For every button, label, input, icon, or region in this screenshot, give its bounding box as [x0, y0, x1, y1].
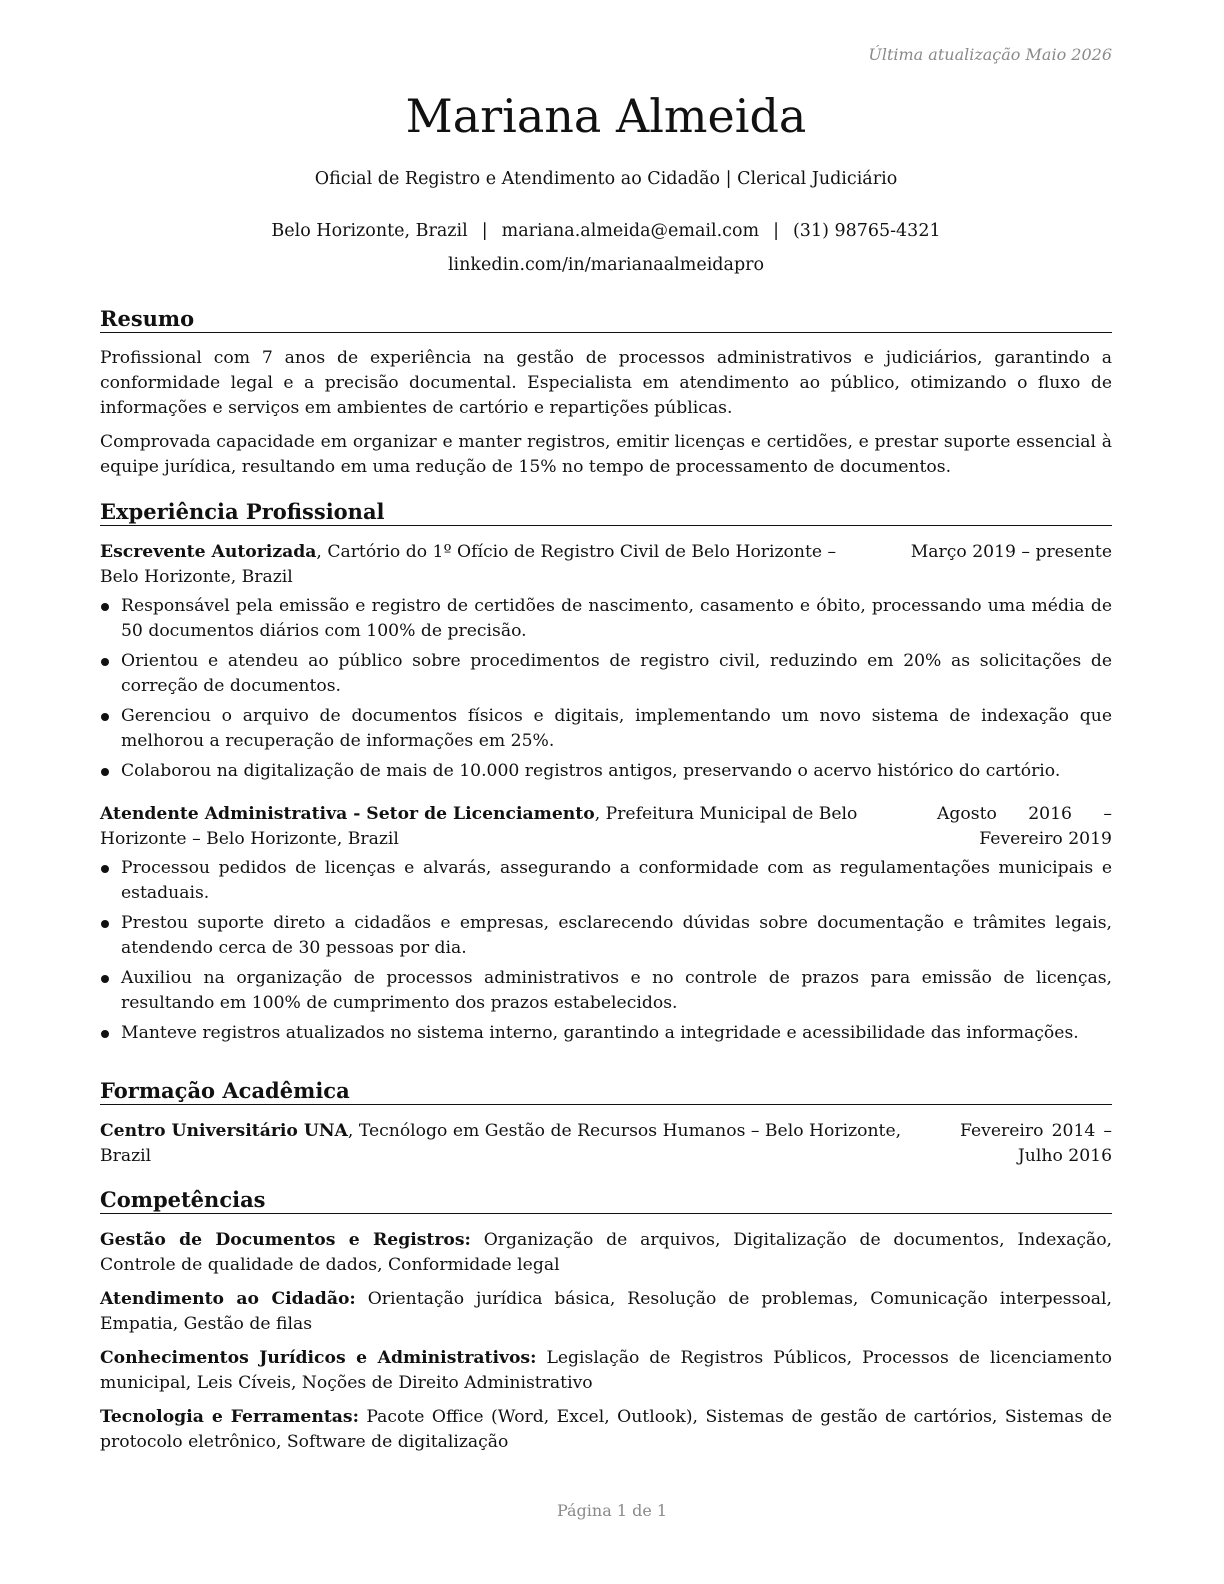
bullet-text: Auxiliou na organização de processos administrativos e no controle de prazos para emissão de licenças, resultando em 100% de cumprimento dos prazos estabelecidos. — [121, 968, 1112, 1013]
list-item — [100, 856, 1112, 906]
bullet-icon — [101, 713, 109, 721]
bullet-icon — [101, 603, 109, 611]
list-item — [100, 911, 1112, 961]
skills-section — [100, 1187, 1112, 1464]
summary-section — [100, 306, 1112, 480]
bullet-icon — [101, 658, 109, 666]
skill-group — [100, 1405, 1112, 1455]
skill-group-label: Gestão de Documentos e Registros: — [100, 1230, 471, 1250]
summary-paragraph: Comprovada capacidade em organizar e manter registros, emitir licenças e certidões, e prestar suporte essencial à equipe jurídica, resultando em uma redução de 15% no tempo de processamento de documentos. — [100, 432, 1112, 477]
job-bullets — [100, 856, 1112, 1046]
contact-separator: | — [773, 221, 779, 241]
contact-email[interactable]: mariana.almeida@email.com — [501, 221, 760, 241]
skill-group-items: Legislação de Registros Públicos, Processos de licenciamento municipal, Leis Cíveis, Noções de Direito Administrativo — [100, 1348, 1112, 1393]
bullet-text: Processou pedidos de licenças e alvarás, assegurando a conformidade com as regulamentações municipais e estaduais. — [121, 858, 1112, 903]
list-item — [100, 649, 1112, 699]
skill-group — [100, 1228, 1112, 1278]
list-item — [100, 966, 1112, 1016]
contact-line — [100, 219, 1112, 243]
skills-list — [100, 1228, 1112, 1455]
bullet-icon — [101, 768, 109, 776]
skill-group-label: Atendimento ao Cidadão: — [100, 1289, 356, 1309]
list-item — [100, 594, 1112, 644]
skill-group — [100, 1287, 1112, 1337]
bullet-text: Responsável pela emissão e registro de certidões de nascimento, casamento e óbito, processando uma média de 50 documentos diários com 100% de precisão. — [121, 596, 1112, 641]
job-header — [100, 802, 1112, 852]
education-entry — [100, 1119, 1112, 1169]
bullet-text: Colaborou na digitalização de mais de 10.000 registros antigos, preservando o acervo histórico do cartório. — [121, 761, 1061, 781]
list-item — [100, 759, 1112, 784]
bullet-text: Manteve registros atualizados no sistema interno, garantindo a integridade e acessibilidade das informações. — [121, 1023, 1079, 1043]
job-role: Escrevente Autorizada — [100, 542, 317, 562]
bullet-icon — [101, 920, 109, 928]
last-updated: Última atualização Maio 2026 — [868, 45, 1112, 64]
page-number: Página 1 de 1 — [556, 1501, 668, 1520]
list-item — [100, 1021, 1112, 1046]
job-role: Atendente Administrativa - Setor de Licenciamento — [100, 804, 595, 824]
section-title: Competências — [100, 1187, 1112, 1214]
list-item — [100, 704, 1112, 754]
section-title: Formação Acadêmica — [100, 1078, 1112, 1105]
job-entry — [100, 540, 1112, 784]
bullet-text: Gerenciou o arquivo de documentos físicos e digitais, implementando um novo sistema de indexação que melhorou a recuperação de informações em 25%. — [121, 706, 1112, 751]
education-school: Centro Universitário UNA — [100, 1121, 348, 1141]
skill-group-items: Orientação jurídica básica, Resolução de problemas, Comunicação interpessoal, Empatia, Gestão de filas — [100, 1289, 1112, 1334]
job-organization: , Cartório do 1º Ofício de Registro Civil de Belo Horizonte – Belo Horizonte, Brazil — [100, 542, 837, 587]
bullet-text: Orientou e atendeu ao público sobre procedimentos de registro civil, reduzindo em 20% as solicitações de correção de documentos. — [121, 651, 1112, 696]
summary-paragraph: Profissional com 7 anos de experiência na gestão de processos administrativos e judiciários, garantindo a conformidade legal e a precisão documental. Especialista em atendimento ao público, otimizando o fluxo de informações e serviços em ambientes de cartório e repartições públicas. — [100, 348, 1112, 418]
section-title: Experiência Profissional — [100, 499, 1112, 526]
job-dates: Agosto 2016 – Fevereiro 2019 — [937, 804, 1112, 849]
job-organization: , Prefeitura Municipal de Belo Horizonte – Belo Horizonte, Brazil — [100, 804, 858, 849]
skill-group-items: Pacote Office (Word, Excel, Outlook), Sistemas de gestão de cartórios, Sistemas de protocolo eletrônico, Software de digitalização — [100, 1407, 1112, 1452]
contact-location: Belo Horizonte, Brazil — [271, 221, 468, 241]
skill-group — [100, 1346, 1112, 1396]
bullet-icon — [101, 975, 109, 983]
bullet-icon — [101, 1030, 109, 1038]
education-dates: Fevereiro 2014 – Julho 2016 — [960, 1121, 1112, 1166]
contact-linkedin[interactable]: linkedin.com/in/marianaalmeidapro — [447, 255, 765, 275]
candidate-subtitle: Oficial de Registro e Atendimento ao Cidadão | Clerical Judiciário — [314, 169, 898, 189]
bullet-text: Prestou suporte direto a cidadãos e empresas, esclarecendo dúvidas sobre documentação e trâmites legais, atendendo cerca de 30 pessoas por dia. — [121, 913, 1112, 958]
job-entry — [100, 802, 1112, 1046]
skill-group-label: Conhecimentos Jurídicos e Administrativos: — [100, 1348, 537, 1368]
contact-separator: | — [481, 221, 488, 241]
job-bullets — [100, 594, 1112, 784]
contact-phone: (31) 98765-4321 — [792, 221, 941, 241]
education-section — [100, 1078, 1112, 1169]
education-detail: , Tecnólogo em Gestão de Recursos Humanos – Belo Horizonte, Brazil — [100, 1121, 902, 1166]
candidate-name: Mariana Almeida — [405, 89, 807, 143]
job-header — [100, 540, 1112, 590]
experience-section — [100, 499, 1112, 1051]
section-title: Resumo — [100, 306, 1112, 333]
skill-group-items: Organização de arquivos, Digitalização de documentos, Indexação, Controle de qualidade de dados, Conformidade legal — [100, 1230, 1113, 1275]
job-dates: Março 2019 – presente — [910, 542, 1112, 562]
skill-group-label: Tecnologia e Ferramentas: — [100, 1407, 359, 1427]
bullet-icon — [101, 865, 109, 873]
